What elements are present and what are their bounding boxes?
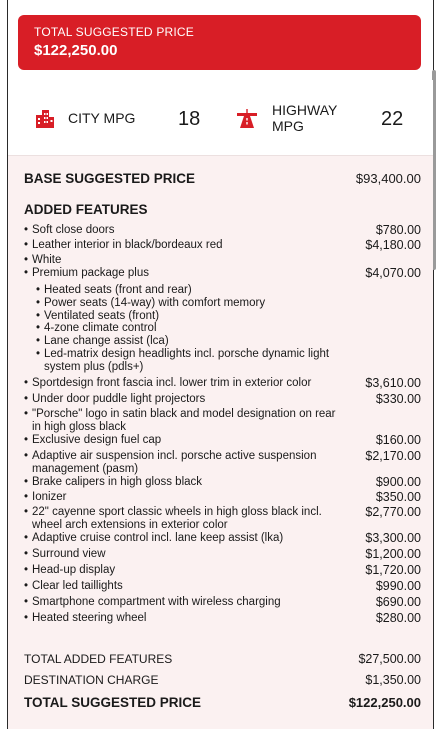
feature-label: • Clear led taillights <box>32 580 123 592</box>
feature-price: $2,770.00 <box>365 505 421 519</box>
grand-total-label: TOTAL SUGGESTED PRICE <box>24 695 202 710</box>
highway-mpg-label: HIGHWAY MPG <box>272 102 338 134</box>
feature-price: $690.00 <box>375 595 421 609</box>
total-added-value: $27,500.00 <box>358 652 421 666</box>
feature-item <box>24 408 421 434</box>
grand-total-row <box>24 696 421 709</box>
feature-label: • Sportdesign front fascia incl. lower trim in exterior color <box>32 377 312 389</box>
feature-item <box>24 254 421 267</box>
feature-label: • Premium package plus <box>32 267 149 279</box>
feature-price: $350.00 <box>375 490 421 504</box>
feature-item <box>24 224 421 237</box>
destination-row <box>24 674 421 687</box>
feature-item <box>24 532 421 545</box>
highway-road-icon <box>236 107 258 129</box>
feature-price: $4,070.00 <box>365 266 421 280</box>
feature-label: • Under door puddle light projectors <box>32 393 206 405</box>
feature-price: $780.00 <box>375 223 421 237</box>
feature-sub-item <box>36 284 421 297</box>
base-price-label: BASE SUGGESTED PRICE <box>24 171 196 186</box>
feature-label: • Adaptive cruise control incl. lane keep assist (lka) <box>32 532 284 544</box>
banner-label: TOTAL SUGGESTED PRICE <box>34 25 195 39</box>
feature-label: • Leather interior in black/bordeaux red <box>32 239 223 251</box>
feature-price: $3,610.00 <box>365 376 421 390</box>
feature-label: • "Porsche" logo in satin black and model designation on rear in high gloss black <box>32 408 336 433</box>
destination-label: DESTINATION CHARGE <box>24 673 159 687</box>
feature-price: $1,200.00 <box>365 547 421 561</box>
feature-label: • Power seats (14-way) with comfort memory <box>44 297 266 309</box>
feature-price: $1,720.00 <box>365 563 421 577</box>
feature-item <box>24 476 421 489</box>
base-price-value: $93,400.00 <box>355 171 421 186</box>
feature-label: • Heated seats (front and rear) <box>44 284 192 296</box>
feature-item <box>24 491 421 504</box>
feature-label: • Ionizer <box>32 491 67 503</box>
feature-price: $990.00 <box>375 579 421 593</box>
grand-total-value: $122,250.00 <box>348 695 421 710</box>
feature-price: $160.00 <box>375 433 421 447</box>
feature-price: $900.00 <box>375 475 421 489</box>
feature-price: $280.00 <box>375 611 421 625</box>
base-price-row <box>24 172 421 185</box>
feature-label: • Ventilated seats (front) <box>44 310 160 322</box>
feature-item <box>24 267 421 280</box>
feature-item <box>24 612 421 625</box>
feature-price: $3,300.00 <box>365 531 421 545</box>
total-added-label: TOTAL ADDED FEATURES <box>24 652 173 666</box>
feature-price: $330.00 <box>375 392 421 406</box>
price-breakdown <box>8 156 433 729</box>
feature-label: • 22" cayenne sport classic wheels in high gloss black incl. wheel arch extensions in exterior color <box>32 506 322 531</box>
feature-sub-item <box>36 348 421 374</box>
feature-label: • Smartphone compartment with wireless charging <box>32 596 281 608</box>
highway-mpg-value: 22 <box>381 108 404 130</box>
feature-label: • Brake calipers in high gloss black <box>32 476 203 488</box>
feature-label: • Surround view <box>32 548 106 560</box>
feature-label: • Led-matrix design headlights incl. porsche dynamic light system plus (pdls+) <box>44 348 330 373</box>
mpg-row <box>8 80 433 156</box>
feature-label: • White <box>32 254 62 266</box>
city-mpg-value: 18 <box>178 108 201 130</box>
feature-price: $4,180.00 <box>365 238 421 252</box>
feature-item <box>24 548 421 561</box>
feature-label: • Soft close doors <box>32 224 115 236</box>
feature-item <box>24 239 421 252</box>
feature-item <box>24 450 421 476</box>
destination-value: $1,350.00 <box>365 673 421 687</box>
city-mpg-label: CITY MPG <box>68 110 136 126</box>
feature-item <box>24 377 421 390</box>
feature-item <box>24 434 421 447</box>
banner-value: $122,250.00 <box>34 42 118 59</box>
feature-sub-item <box>36 297 421 310</box>
added-features-heading: ADDED FEATURES <box>24 202 148 217</box>
total-added-row <box>24 653 421 666</box>
feature-item <box>24 580 421 593</box>
feature-sub-item <box>36 322 421 335</box>
highway-mpg <box>236 80 337 156</box>
feature-item <box>24 393 421 406</box>
city-buildings-icon <box>34 107 56 129</box>
total-price-banner <box>18 15 421 70</box>
feature-label: • Exclusive design fuel cap <box>32 434 162 446</box>
feature-sub-item <box>36 335 421 348</box>
feature-price: $2,170.00 <box>365 449 421 463</box>
feature-item <box>24 596 421 609</box>
feature-label: • Head-up display <box>32 564 116 576</box>
city-mpg <box>34 80 135 156</box>
feature-item <box>24 564 421 577</box>
feature-item <box>24 506 421 532</box>
feature-label: • Adaptive air suspension incl. porsche active suspension management (pasm) <box>32 450 317 475</box>
feature-label: • Lane change assist (lca) <box>44 335 169 347</box>
feature-label: • 4-zone climate control <box>44 322 157 334</box>
feature-label: • Heated steering wheel <box>32 612 147 624</box>
